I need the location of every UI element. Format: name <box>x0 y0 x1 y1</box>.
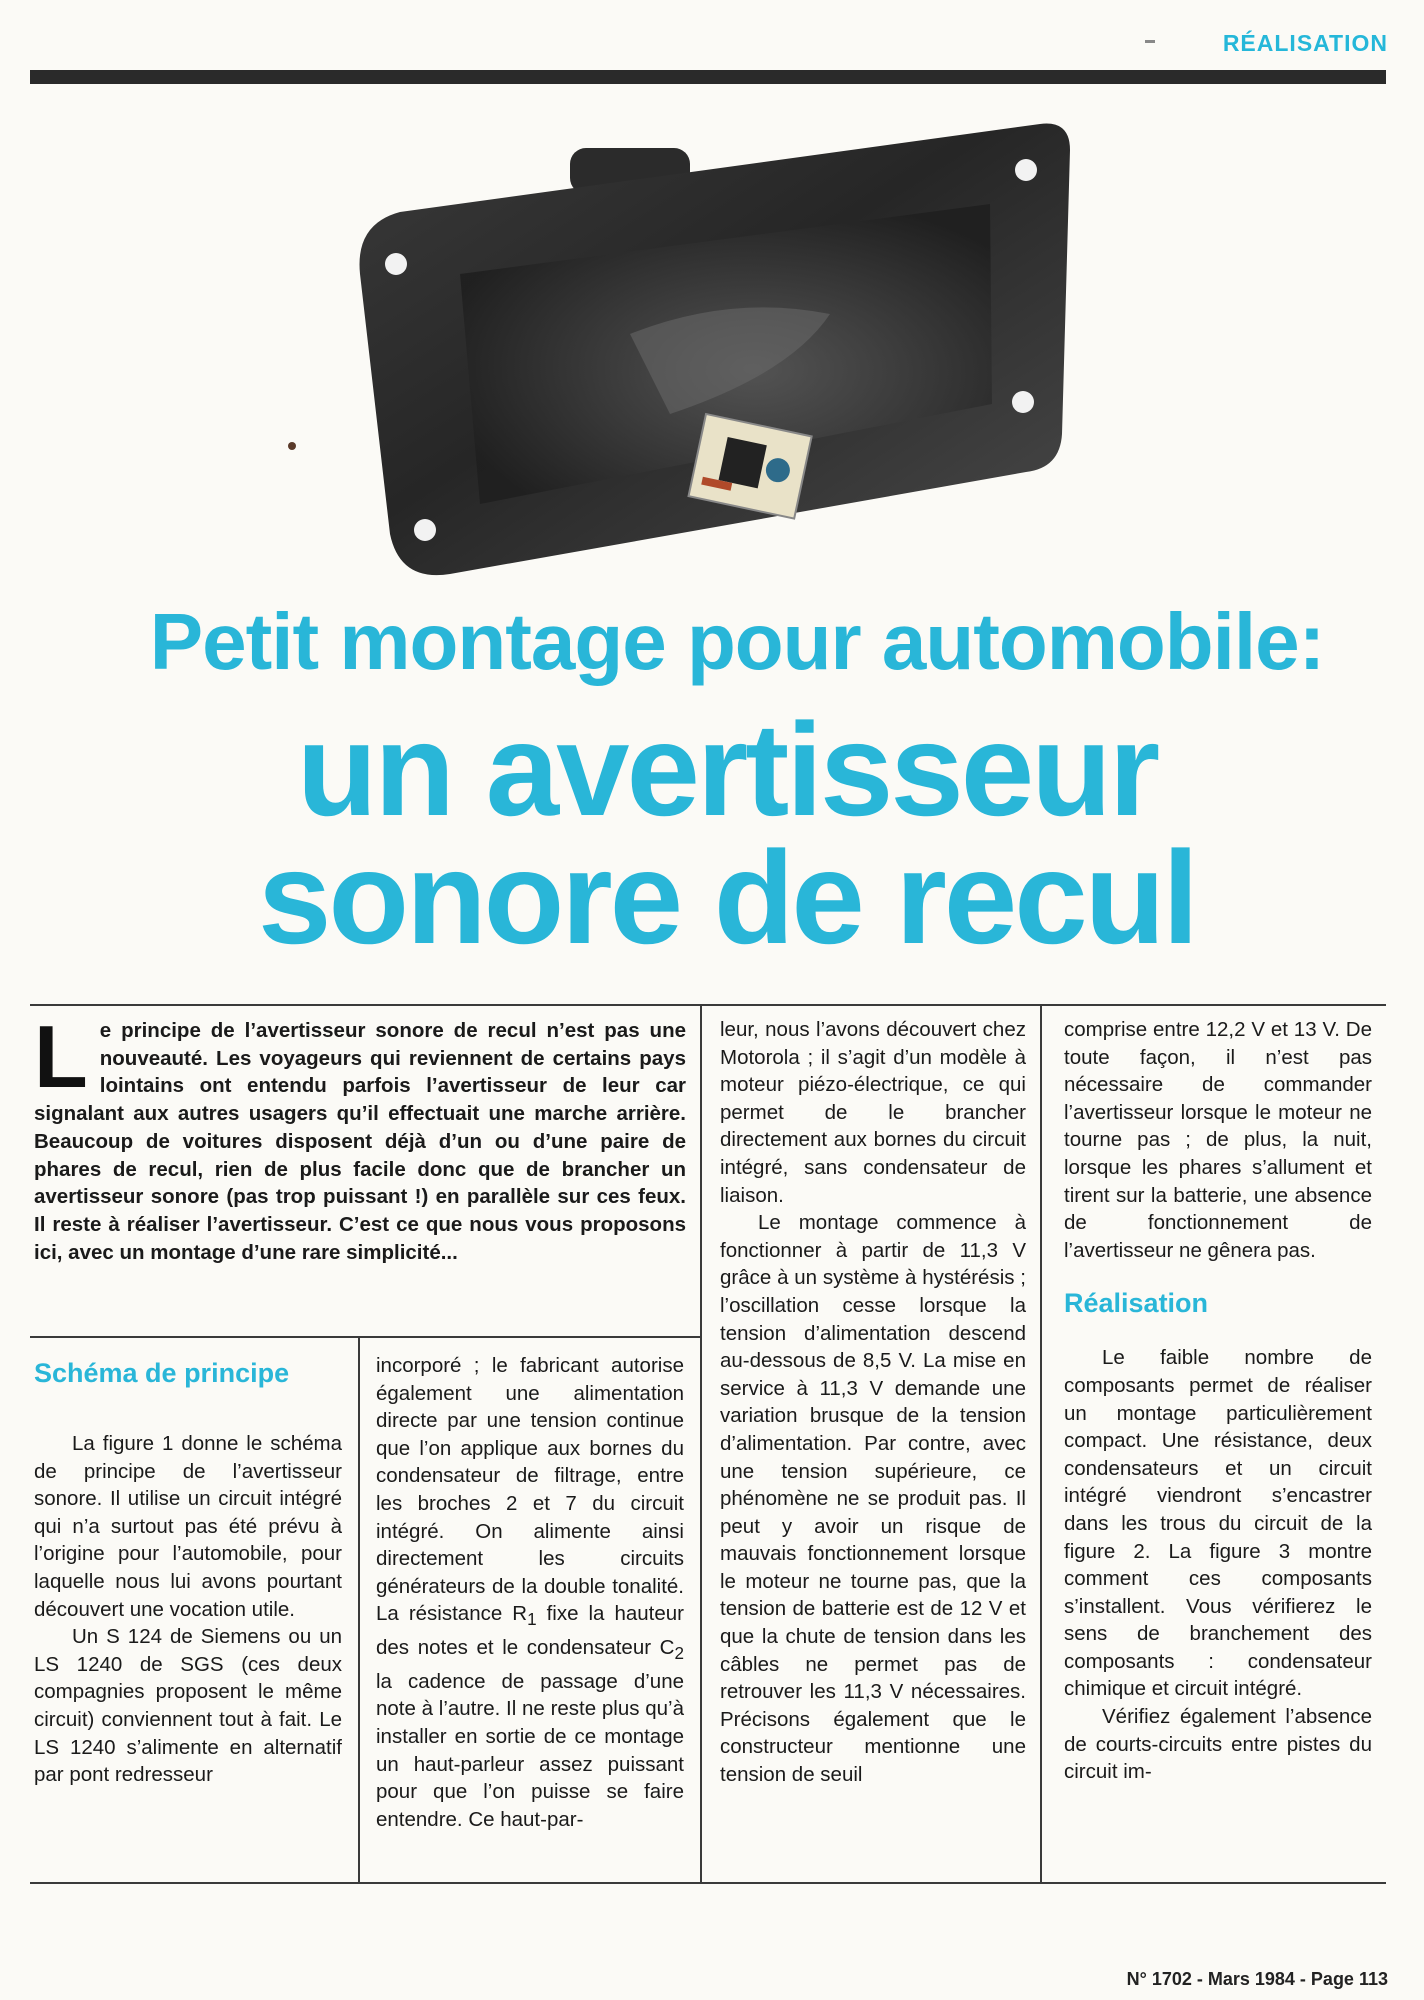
col2-sub-1: 1 <box>527 1610 537 1630</box>
col2-sub-2: 2 <box>674 1644 684 1664</box>
horn-speaker-image <box>30 84 1386 604</box>
col4-paragraph-3: Vérifiez également l’absence de courts-circuits entre pistes du circuit im- <box>1064 1705 1372 1784</box>
rule-col1-right <box>358 1336 360 1882</box>
intro-paragraph <box>34 1007 686 1266</box>
col1-paragraph-2: Un S 124 de Siemens ou un LS 1240 de SGS (ces deux compagnies proposent le même circuit) conviennent tout à fait. Le LS 1240 s’alimente en alternatif par pont redresseur <box>34 1625 342 1787</box>
column-4 <box>1064 1016 1372 1786</box>
section-label: RÉALISATION <box>1222 30 1388 56</box>
title-block <box>0 597 1424 971</box>
col2-text-a: incorporé ; le fabricant autorise également une alimentation directe par une tension continue que l’on applique aux bornes du condensateur de filtrage, entre les broches 2 et 7 du circuit intégré. On alimente ainsi directement les circuits générateurs de la double tonalité. La résistance R <box>376 1354 684 1626</box>
col2-text-b: fixe la hauteur des notes et le condensateur C <box>376 1602 684 1660</box>
rule-below-intro <box>30 1336 700 1338</box>
subhead-schema: Schéma de principe <box>34 1358 290 1388</box>
intro-text: e principe de l’avertisseur sonore de recul n’est pas une nouveauté. Les voyageurs qui reviennent de certains pays lointains ont entendu parfois l’avertisseur de leur car signalant aux autres usagers qu’il effectuait une marche arrière. Beaucoup de voitures disposent déjà d’un ou d’une paire de phares de recul, rien de plus facile donc que de brancher un avertisseur sonore (pas trop puissant !) en parallèle sur ces feux. Il reste à réaliser l’avertisseur. C’est ce que nous vous proposons ici, avec un montage d’une rare simplicité... <box>34 1019 686 1264</box>
title-line-2: un avertisseur <box>296 696 1158 843</box>
drop-cap: L <box>34 1007 88 1106</box>
column-2 <box>376 1352 684 1833</box>
title-line-3: sonore de recul <box>258 824 1196 971</box>
col4-paragraph-1: comprise entre 12,2 V et 13 V. De toute façon, il n’est pas nécessaire de commander l’avertisseur lorsque le moteur ne tourne pas ; de plus, la nuit, lorsque les phares s’allument et tirent sur la batterie, une absence de fonctionnement de l’avertisseur ne gênera pas. <box>1064 1018 1372 1262</box>
col2-text-c: la cadence de passage d’une note à l’autre. Il ne reste plus qu’à installer en sortie de ce montage un haut-parleur assez puissant pour que l’on puisse se faire entendre. Ce haut-par- <box>376 1669 684 1831</box>
rule-bottom <box>30 1882 1386 1884</box>
top-rule <box>30 70 1386 84</box>
rule-above-text <box>30 1004 1386 1006</box>
rule-col3-right <box>1040 1004 1042 1882</box>
loudspeaker-photo <box>30 84 1386 604</box>
col4-paragraph-2: Le faible nombre de composants permet de réaliser un montage particulièrement compact. Une résistance, deux condensateurs et un circuit intégré viendront s’encastrer dans les trous du circuit de la figure 2. La figure 3 montre comment ces composants s’installent. Vous vérifierez le sens de branchement des composants : condensateur chimique et circuit intégré. <box>1064 1346 1372 1701</box>
title-line-1: Petit montage pour automobile: <box>149 597 1325 686</box>
subhead-realisation: Réalisation <box>1064 1288 1209 1319</box>
col2-paragraph-1 <box>376 1352 684 1833</box>
col1-paragraph-1: La figure 1 donne le schéma de principe de l’avertisseur sonore. Il utilise un circuit intégré qui n’a surtout pas été prévu à l’origine pour l’automobile, pour laquelle nous lui avons pourtant découvert une vocation utile. <box>34 1432 342 1621</box>
col3-paragraph-2: Le montage commence à fonctionner à partir de 11,3 V grâce à un système à hystérésis ; l’oscillation cesse lorsque la tension d’alimentation descend au-dessous de 8,5 V. La mise en service à 11,3 V demande une variation brusque de la tension d’alimentation. Par contre, avec une tension supérieure, ce phénomène ne se produit pas. Il peut y avoir un risque de mauvais fonctionnement lorsque le moteur ne tourne pas, que la tension de batterie est de 12 V et que la chute de tension dans les câbles ne permet pas de retrouver les 11,3 V nécessaires. Précisons également que le constructeur mentionne une tension de seuil <box>720 1211 1026 1787</box>
header-dash <box>1145 40 1155 43</box>
column-1 <box>34 1356 342 1789</box>
col3-paragraph-1: leur, nous l’avons découvert chez Motorola ; il s’agit d’un modèle à moteur piézo-électrique, ce qui permet de le brancher directement aux bornes du circuit intégré, sans condensateur de liaison. <box>720 1018 1026 1207</box>
rule-intro-right <box>700 1004 702 1882</box>
page-footer: N° 1702 - Mars 1984 - Page 113 <box>1126 1969 1388 1989</box>
column-3 <box>720 1016 1026 1789</box>
